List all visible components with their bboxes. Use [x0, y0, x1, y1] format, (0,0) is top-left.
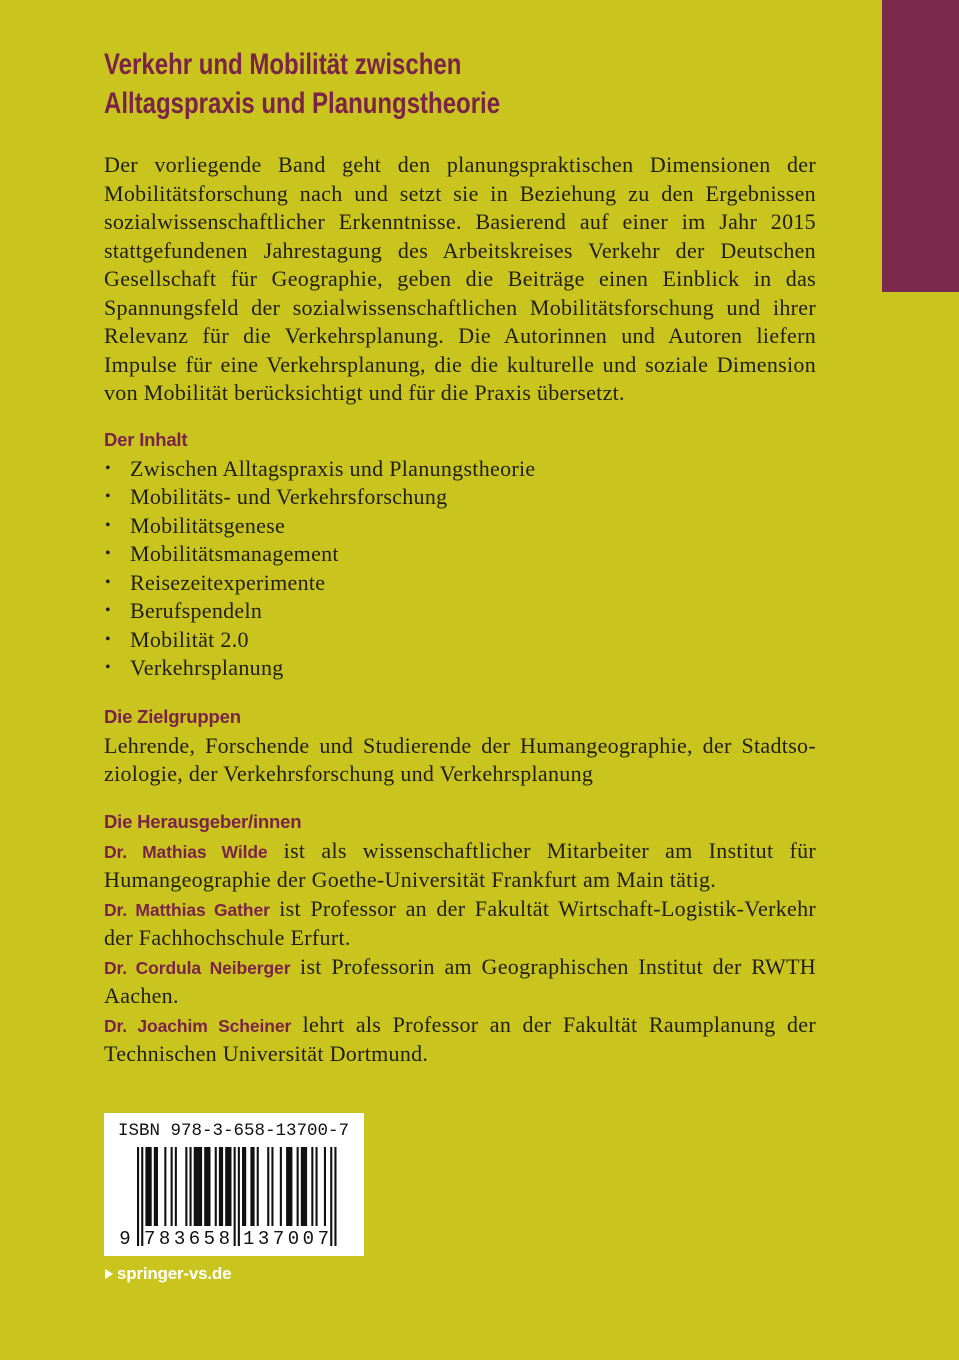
editors-section	[104, 808, 816, 1069]
list-item-label: Mobilitäts- und Verkehrsforschung	[130, 484, 448, 509]
list-item-label: Zwischen Alltagspraxis und Planungstheorie	[130, 455, 536, 481]
list-item	[104, 626, 816, 655]
intro-paragraph	[104, 151, 816, 408]
barcode-bar	[330, 1147, 332, 1246]
barcode-right-digits: 137007	[243, 1228, 329, 1250]
barcode-bar	[324, 1147, 326, 1226]
list-item	[104, 569, 816, 598]
editor-entry-line	[104, 953, 816, 983]
bullet-icon	[105, 569, 111, 598]
barcode-bar	[204, 1147, 210, 1226]
barcode-bar	[219, 1147, 223, 1226]
barcode-bar	[175, 1147, 177, 1226]
editor-text: lehrt als Professor an der Fakultät Raumplanung der	[302, 1011, 816, 1037]
list-item-label: Verkehrsplanung	[130, 655, 284, 680]
barcode-bar	[280, 1147, 282, 1226]
list-item	[104, 654, 816, 683]
editor-entry-line	[104, 895, 816, 925]
editor-name: Dr. Mathias Wilde	[104, 841, 268, 862]
barcode-bar	[225, 1147, 231, 1226]
barcode-bar	[164, 1147, 166, 1226]
bullet-icon	[105, 540, 111, 569]
play-arrow-icon	[105, 1269, 113, 1279]
publisher-link[interactable]	[104, 1264, 231, 1284]
title-line: Alltagspraxis und Planungstheorie	[104, 87, 501, 120]
text-line: Gesellschaft für Geographie, geben die Beiträge einen Einblick in das	[104, 266, 816, 291]
text-line: Impulse für eine Verkehrsplanung, die die kulturelle und soziale Dimension	[104, 351, 816, 377]
text-line: Humangeographie der Goethe-Universität Frankfurt am Main tätig.	[104, 867, 717, 892]
barcode-bar	[311, 1147, 313, 1226]
list-item	[104, 455, 816, 484]
text-line: Aachen.	[104, 983, 179, 1008]
isbn-label: ISBN 978-3-658-13700-7	[118, 1121, 350, 1141]
list-item	[104, 483, 816, 512]
bullet-icon	[105, 597, 111, 626]
barcode-bar	[145, 1147, 151, 1226]
barcode-bar	[267, 1147, 269, 1226]
barcode-bar	[297, 1147, 299, 1226]
editor-entry-line	[104, 837, 816, 867]
barcode-left-digits: 783658	[144, 1228, 230, 1250]
editor-text: ist als wissenschaftlicher Mitarbeiter am Institut für	[283, 837, 816, 863]
barcode-bar	[257, 1147, 259, 1226]
bullet-icon	[105, 455, 111, 484]
barcode-bar	[154, 1147, 158, 1226]
barcode-bar	[301, 1147, 307, 1226]
section-heading: Die Herausgeber/innen	[104, 811, 302, 832]
text-line: Technischen Universität Dortmund.	[104, 1041, 429, 1066]
barcode-bar	[316, 1147, 318, 1226]
text-line: sozialwissenschaftlicher Erkenntnisse. Basierend auf einer im Jahr 2015	[104, 209, 816, 234]
publisher-link-label: springer-vs.de	[117, 1264, 232, 1283]
section-heading: Der Inhalt	[104, 429, 188, 450]
book-title	[104, 45, 500, 123]
editor-name: Dr. Joachim Scheiner	[104, 1015, 292, 1036]
list-item	[104, 597, 816, 626]
text-line: von Mobilität berücksichtigt und für die Praxis übersetzt.	[104, 380, 625, 405]
editor-text: ist Professorin am Geographischen Institut der RWTH	[300, 953, 816, 979]
accent-bar	[882, 0, 959, 292]
text-line: stattgefundenen Jahrestagung des Arbeitskreises Verkehr der Deutschen	[104, 237, 816, 263]
barcode-first-digit: 9	[119, 1228, 131, 1250]
barcode-bar	[185, 1147, 187, 1226]
text-line: Der vorliegende Band geht den planungspraktischen Dimensionen der	[104, 152, 816, 177]
text-line: ziologie, der Verkehrsforschung und Verkehrsplanung	[104, 761, 594, 786]
editor-text: ist Professor an der Fakultät Wirtschaft-Logistik-Verkehr	[279, 895, 816, 921]
barcode-bar	[194, 1147, 202, 1226]
barcode-bar	[190, 1147, 192, 1226]
editor-name: Dr. Cordula Neiberger	[104, 957, 291, 978]
contents-section	[104, 426, 816, 683]
editor-name: Dr. Matthias Gather	[104, 899, 270, 920]
list-item-label: Mobilitätsgenese	[130, 512, 286, 538]
barcode-bar	[171, 1147, 173, 1226]
barcode-bar	[137, 1147, 139, 1246]
list-item-label: Reisezeitexperimente	[130, 569, 326, 595]
barcode-bar	[242, 1147, 246, 1226]
barcode-bar	[234, 1147, 236, 1246]
bullet-icon	[105, 626, 111, 655]
list-item-label: Berufspendeln	[130, 598, 263, 623]
title-line: Verkehr und Mobilität zwischen	[104, 48, 462, 81]
barcode-bar	[215, 1147, 217, 1226]
audience-section	[104, 703, 816, 789]
bullet-icon	[105, 654, 111, 683]
bullet-icon	[105, 483, 111, 512]
section-heading: Die Zielgruppen	[104, 706, 241, 727]
barcode-bar	[334, 1147, 336, 1246]
list-item	[104, 512, 816, 541]
isbn-barcode	[104, 1113, 364, 1256]
text-line: Mobilitätsforschung nach und setzt sie in Beziehung zu den Ergebnissen	[104, 180, 816, 206]
bullet-icon	[105, 512, 111, 541]
barcode-bar	[141, 1147, 143, 1246]
text-line: der Fachhochschule Erfurt.	[104, 925, 351, 950]
barcode-bar	[286, 1147, 292, 1226]
barcode-graphic	[104, 1113, 364, 1256]
text-line: Spannungsfeld der sozialwissenschaftlichen Mobilitätsforschung und ihrer	[104, 294, 816, 320]
editor-entry-line	[104, 1011, 816, 1041]
barcode-bar	[238, 1147, 240, 1246]
text-line: Lehrende, Forschende und Studierende der Humangeographie, der Stadtso-	[104, 732, 816, 758]
barcode-bar	[250, 1147, 254, 1226]
barcode-bar	[271, 1147, 273, 1226]
list-item	[104, 540, 816, 569]
list-item-label: Mobilitätsmanagement	[130, 541, 339, 566]
text-line: Relevanz für die Verkehrsplanung. Die Autorinnen und Autoren liefern	[104, 323, 816, 348]
list-item-label: Mobilität 2.0	[130, 626, 249, 652]
